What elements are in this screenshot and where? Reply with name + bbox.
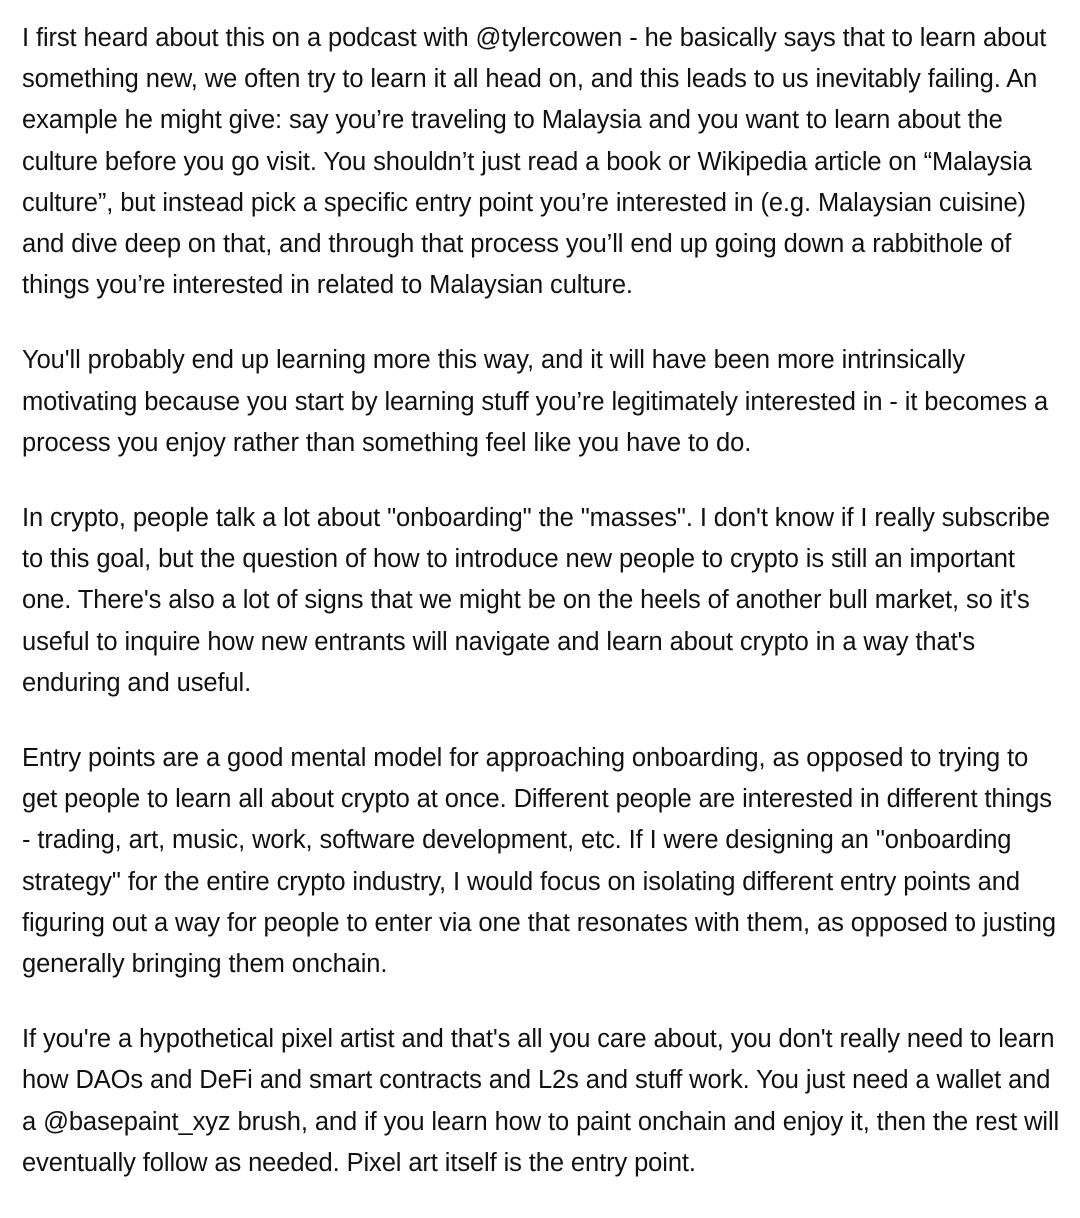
paragraph-2: You'll probably end up learning more this way, and it will have been more intrinsically motivating because you start by learning stuff you’re legitimately interested in - it becomes a process you enjoy rather than something feel like you have to do. [22,346,1049,457]
paragraph-1: I first heard about this on a podcast with @tylercowen - he basically says that to learn about something new, we often try to learn it all head on, and this leads to us inevitably failing. An example he might give: say you’re traveling to Malaysia and you want to learn about the culture before you go visit. You shouldn’t just read a book or Wikipedia article on “Malaysia culture”, but instead pick a specific entry point you’re interested in (e.g. Malaysian cuisine) and dive deep on that, and through that process you’ll end up going down a rabbithole of things you’re interested in related to Malaysian culture. [22,24,1047,300]
article-body [22,18,1062,1218]
paragraph-5: If you're a hypothetical pixel artist and that's all you care about, you don't really need to learn how DAOs and DeFi and smart contracts and L2s and stuff work. You just need a wallet and a @basepaint_xyz brush, and if you learn how to paint onchain and enjoy it, then the rest will eventually follow as needed. Pixel art itself is the entry point. [22,1025,1060,1177]
paragraph-3: In crypto, people talk a lot about "onboarding" the "masses". I don't know if I really subscribe to this goal, but the question of how to introduce new people to crypto is still an important one. There's also a lot of signs that we might be on the heels of another bull market, so it's useful to inquire how new entrants will navigate and learn about crypto in a way that's enduring and useful. [22,504,1050,697]
paragraph-4: Entry points are a good mental model for approaching onboarding, as opposed to trying to get people to learn all about crypto at once. Different people are interested in different things - trading, art, music, work, software development, etc. If I were designing an "onboarding strategy" for the entire crypto industry, I would focus on isolating different entry points and figuring out a way for people to enter via one that resonates with them, as opposed to justing generally bringing them onchain. [22,744,1056,979]
